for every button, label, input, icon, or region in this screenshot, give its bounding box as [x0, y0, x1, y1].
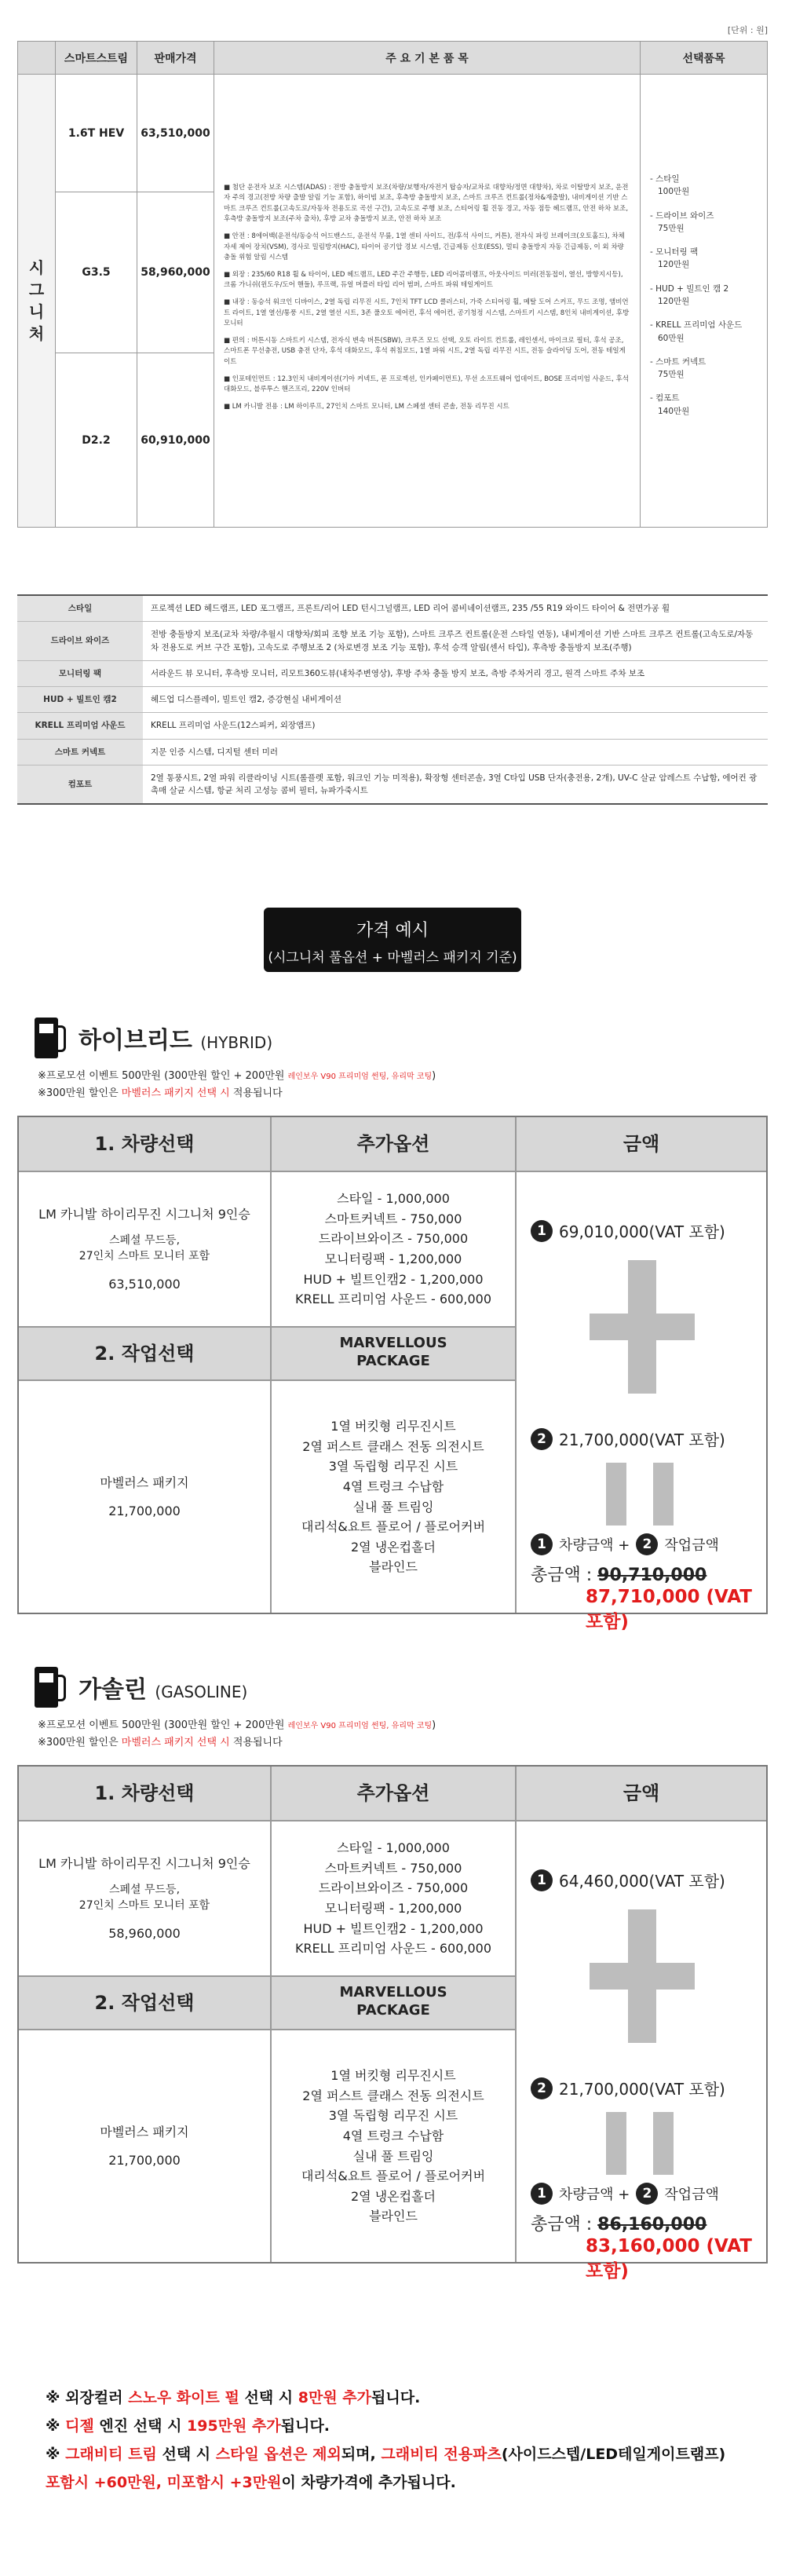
add-option-item: 스타일 - 1,000,000	[337, 1191, 450, 1207]
package-item: 4열 트렁크 수납함	[342, 1478, 444, 1494]
note-highlight: 8만원 추가	[298, 2389, 372, 2406]
trim-name: G3.5	[56, 192, 137, 353]
trim-table	[17, 41, 768, 528]
plus-icon-bar	[590, 1963, 695, 1990]
notes	[46, 2384, 725, 2497]
option-row-desc: 지문 인증 시스템, 디지털 센터 미러	[143, 739, 768, 765]
number-2-icon: 2	[531, 1428, 553, 1450]
package-price: 21,700,000	[108, 2152, 181, 2168]
total-final: 87,710,000 (VAT 포함)	[586, 1587, 752, 1632]
note-highlight: 195만원 추가	[187, 2417, 281, 2435]
package-price: 21,700,000	[108, 1503, 181, 1518]
option-price: 60만원	[658, 333, 685, 343]
package-item: 2열 퍼스트 클래스 전동 의전시트	[302, 1438, 484, 1454]
head-work-select: 2. 작업선택	[19, 1328, 270, 1379]
package-item: 3열 독립형 리무진 시트	[328, 1459, 458, 1474]
amount-2	[531, 2077, 725, 2099]
add-option-item: 모니터링팩 - 1,200,000	[324, 1901, 462, 1916]
note-highlight: 포함시 +60만원, 미포함시 +3만원	[46, 2474, 282, 2492]
note-highlight: 그래비티 전용파츠	[381, 2446, 502, 2464]
package-item: 2열 냉온컵홀더	[350, 2188, 436, 2204]
number-1-icon: 1	[531, 1220, 553, 1242]
option-table	[17, 594, 768, 805]
package-item: 실내 풀 트림잉	[352, 1499, 434, 1515]
head-car-select: 1. 차량선택	[19, 1767, 270, 1820]
option-row-desc: KRELL 프리미엄 사운드(12스피커, 외장앰프)	[143, 713, 768, 739]
option-row-name: 모니터링 팩	[17, 660, 143, 686]
number-1-icon: 1	[531, 2183, 553, 2205]
note-highlight: 그래비티 트림	[65, 2446, 157, 2464]
car-info	[19, 1821, 270, 1975]
banner-title: 가격 예시	[356, 921, 429, 941]
trim-price: 63,510,000	[137, 75, 214, 192]
note-text: 됩니다.	[280, 2417, 330, 2435]
sum-formula	[531, 1533, 719, 1555]
add-option-item: 모니터링팩 - 1,200,000	[324, 1251, 462, 1266]
package-items	[272, 2030, 515, 2262]
option-row-desc: 2열 통풍시트, 2열 파워 리클라이닝 시트(롤플렛 포함, 워크인 기능 미적용), 확장형 센터콘솔, 3열 C타입 USB 단자(충전용, 2개), UV-C 살균 암레스트 수납함, 에어컨 광촉매 살균 시스템, 항균 처리 고성능 콤비 필터, 뉴파가죽시트	[143, 765, 768, 804]
option-row-desc: 프로젝션 LED 헤드램프, LED 포그램프, 프론트/리어 LED 턴시그널램프, LED 리어 콤비네이션램프, 235 /55 R19 와이드 타이어 & 전면가공 휠	[143, 595, 768, 622]
promo-text-part: ※프로모션 이벤트 500만원 (300만원 할인 + 200만원	[38, 1070, 288, 1082]
package-item: 1열 버킷형 리무진시트	[330, 1419, 456, 1434]
divider	[270, 1767, 272, 2262]
signature-label: 시 그 니 처	[28, 258, 45, 343]
feature-paragraph: ■ 편의 : 버튼시동 스마트키 시스템, 전자식 변속 버튼(SBW), 크루즈 모드 선택, 오토 라이트 컨트롤, 레인센서, 마이크로 필터, 후석 공조, 스마트폰 무선충전, USB 충전 단자, 후석 대화모드, 후석 취침모드, 1열 파워 시트, 2열 독립 리무진 시트, 전동 슬라이딩 도어, 전동 테일게이트	[224, 336, 626, 366]
head-package: MARVELLOUS PACKAGE	[272, 1328, 515, 1379]
header-options: 선택품목	[641, 42, 768, 75]
car-info	[19, 1172, 270, 1326]
plus-icon-bar	[590, 1314, 695, 1340]
option-price: 120만원	[658, 297, 690, 306]
option-item	[650, 246, 758, 272]
total-original-value: 86,160,000	[597, 2215, 707, 2234]
add-option-item: HUD + 빌트인캠2 - 1,200,000	[303, 1920, 484, 1936]
option-row-name: 스마트 커넥트	[17, 739, 143, 765]
number-2-icon: 2	[531, 2077, 553, 2099]
feature-paragraph: ■ 외장 : 235/60 R18 휠 & 타이어, LED 헤드램프, LED 주간 주행등, LED 리어콤비램프, 아웃사이드 미러(전동접이, 열선, 방향지시등), 크롬 가니쉬(윈도우/도어 핸들), 루프랙, 듀얼 머플러 타입 리어 범퍼, 스마트 파워 테일게이트	[224, 270, 623, 290]
equals-icon	[606, 1463, 626, 1526]
add-option-item: KRELL 프리미엄 사운드 - 600,000	[294, 1941, 492, 1957]
head-work-select: 2. 작업선택	[19, 1977, 270, 2029]
note-text: ※ 외장컬러	[46, 2389, 129, 2406]
promo-text-part: 적용됩니다	[229, 1087, 283, 1100]
option-price: 140만원	[658, 406, 690, 416]
head-amount: 금액	[517, 1767, 766, 1820]
note-text: 되며,	[341, 2446, 382, 2464]
section-title	[78, 1021, 272, 1055]
option-name: - 모니터링 팩	[650, 247, 699, 258]
divider	[19, 1326, 515, 1328]
package-item: 4열 트렁크 수납함	[342, 2128, 444, 2143]
promo-text-part: )	[432, 1719, 436, 1731]
promo-text-part: ※프로모션 이벤트 500만원 (300만원 할인 + 200만원	[38, 1719, 288, 1731]
promo-line-1	[38, 1717, 436, 1734]
total-original	[531, 2211, 706, 2235]
promo-text-part: )	[432, 1070, 436, 1082]
amount-1	[531, 1219, 725, 1242]
section-title-ko: 하이브리드	[78, 1027, 192, 1054]
signature-group-label	[18, 75, 56, 528]
note-line	[46, 2412, 725, 2440]
option-price: 100만원	[658, 187, 690, 197]
add-option-item: 드라이브와이즈 - 750,000	[318, 1231, 469, 1247]
option-name: - 스타일	[650, 174, 680, 185]
head-add-options: 추가옵션	[272, 1767, 515, 1820]
unit-note: [단위 : 원]	[727, 25, 768, 35]
option-row	[17, 687, 768, 713]
option-row	[17, 739, 768, 765]
feature-paragraph: ■ 내장 : 동승석 워크인 디바이스, 2열 독립 리무진 시트, 7인치 TFT LCD 클러스터, 가죽 스티어링 휠, 메탈 도어 스커프, 무드 조명, 앰비언트 라이트, 1열 열선/통풍 시트, 2열 열선 시트, 3존 풀오토 에어컨, 후석 에어컨, 공기청정 시스템, 스마트키 시스템, 8인치 내비게이션, 후방 모니터	[224, 298, 630, 328]
option-item	[650, 173, 758, 199]
note-highlight: 스노우 화이트 펄	[128, 2389, 239, 2406]
trim-price: 58,960,000	[137, 192, 214, 353]
note-text: ※	[46, 2446, 66, 2464]
promo-highlight: 레인보우 V90 프리미엄 썬팅, 유리막 코팅	[287, 1722, 433, 1730]
price-table	[17, 1765, 768, 2282]
option-row-desc: 전방 충돌방지 보조(교차 차량/추월시 대향차/회피 조향 보조 기능 포함), 스마트 크루즈 컨트롤(운전 스타일 연동), 내비게이션 기반 스마트 크루즈 컨트롤(고속도로/자동차 전용도로 커브 구간 포함), 고속도로 주행보조 2 (차로변경 보조 기능 포함), 후석 승객 알림(센서 타입), 후측방 충돌방지 보조(주행)	[143, 622, 768, 661]
option-name: - 컴포트	[650, 393, 680, 404]
note-text: 선택 시	[156, 2446, 216, 2464]
divider	[19, 1975, 515, 1977]
trim-table-corner	[18, 42, 56, 75]
package-item: 1열 버킷형 리무진시트	[330, 2068, 456, 2084]
note-text: ※	[46, 2417, 66, 2435]
banner-subtitle: (시그니처 풀옵션 + 마벨러스 패키지 기준)	[268, 950, 517, 966]
equals-icon-bar	[653, 1463, 674, 1526]
price-example-banner	[264, 908, 521, 972]
total-original	[531, 1562, 706, 1586]
option-row-name: 드라이브 와이즈	[17, 622, 143, 661]
amount-1-value: 64,460,000(VAT 포함)	[559, 1872, 725, 1891]
promo-line-2	[38, 1734, 436, 1752]
package-items	[272, 1381, 515, 1613]
section-header-hybrid	[35, 1018, 272, 1058]
package-name: 마벨러스 패키지	[100, 1474, 189, 1490]
option-row-desc: 서라운드 뷰 모니터, 후측방 모니터, 리모트360도뷰(내차주변영상), 후방 주차 충돌 방지 보조, 측방 주차거리 경고, 원격 스마트 주차 보조	[143, 660, 768, 686]
note-text: (사이드스텝/LED테일게이트램프)	[501, 2446, 726, 2464]
option-row	[17, 622, 768, 661]
package-item: 실내 풀 트림잉	[352, 2148, 434, 2164]
package-item: 블라인드	[369, 2209, 418, 2224]
fuel-pump-icon	[35, 1667, 66, 1708]
divider	[19, 1171, 766, 1172]
package-item: 2열 냉온컵홀더	[350, 1539, 436, 1555]
option-price: 75만원	[658, 223, 685, 233]
sum-label: 작업금액	[664, 2187, 719, 2203]
promo-line-1	[38, 1068, 436, 1085]
car-name: LM 카니발 하이리무진 시그니처 9인승	[38, 1206, 250, 1222]
header-price: 판매가격	[137, 42, 214, 75]
package-item: 블라인드	[369, 1559, 418, 1575]
head-add-options: 추가옵션	[272, 1117, 515, 1171]
total-original-value: 90,710,000	[597, 1566, 707, 1585]
header-features: 주 요 기 본 품 목	[214, 42, 641, 75]
add-option-item: 스마트커넥트 - 750,000	[324, 1211, 462, 1226]
note-line	[46, 2468, 725, 2497]
promo-highlight: 마벨러스 패키지 선택 시	[121, 1087, 230, 1100]
option-row-name: KRELL 프리미엄 사운드	[17, 713, 143, 739]
amount-2-value: 21,700,000(VAT 포함)	[559, 2080, 725, 2099]
fuel-pump-icon	[35, 1018, 66, 1058]
total-final: 83,160,000 (VAT 포함)	[586, 2236, 752, 2282]
option-row-name: 컴포트	[17, 765, 143, 804]
car-spec: 27인치 스마트 모니터 포함	[78, 1250, 210, 1262]
feature-paragraph: ■ LM 카니발 전용 : LM 하이루프, 27인치 스마트 모니터, LM 스페셜 센터 콘솔, 전동 리무진 시트	[224, 402, 509, 411]
option-name: - KRELL 프리미엄 사운드	[650, 320, 743, 331]
option-list	[272, 1172, 515, 1326]
sum-label: 작업금액	[664, 1537, 719, 1554]
amount-1-value: 69,010,000(VAT 포함)	[559, 1222, 725, 1241]
number-2-icon: 2	[636, 2183, 658, 2205]
car-spec: 스페셜 무드등,	[108, 1234, 181, 1248]
sum-formula	[531, 2183, 719, 2205]
option-row	[17, 713, 768, 739]
divider	[515, 1767, 517, 2262]
note-line	[46, 2440, 725, 2468]
sum-label: 차량금액 +	[559, 1537, 630, 1554]
car-price: 58,960,000	[108, 1925, 181, 1941]
add-option-item: HUD + 빌트인캠2 - 1,200,000	[303, 1271, 484, 1287]
section-header-gasoline	[35, 1667, 247, 1708]
number-2-icon: 2	[636, 1533, 658, 1555]
option-row-name: HUD + 빌트인 캠2	[17, 687, 143, 713]
note-text: 엔진 선택 시	[93, 2417, 188, 2435]
option-item	[650, 283, 758, 309]
note-highlight: 디젤	[65, 2417, 94, 2435]
car-spec: 27인치 스마트 모니터 포함	[78, 1899, 210, 1912]
option-row-name: 스타일	[17, 595, 143, 622]
option-row-desc: 헤드업 디스플레이, 빌트인 캠2, 증강현실 내비게이션	[143, 687, 768, 713]
promo-text-part: ※300만원 할인은	[38, 1737, 122, 1749]
head-package: MARVELLOUS PACKAGE	[272, 1977, 515, 2029]
total-label: 총금액 :	[531, 2215, 593, 2234]
section-title-en: (HYBRID)	[200, 1033, 273, 1052]
option-name: - 스마트 커넥트	[650, 356, 706, 367]
note-text: 선택 시	[239, 2389, 298, 2406]
amount-2	[531, 1427, 725, 1450]
header-smartstream: 스마트스트림	[56, 42, 137, 75]
package-name: 마벨러스 패키지	[100, 2124, 189, 2139]
promo-line-2	[38, 1085, 436, 1102]
option-list	[272, 1821, 515, 1975]
trim-name: 1.6T HEV	[56, 75, 137, 192]
package-info	[19, 1381, 270, 1613]
section-title	[78, 1670, 247, 1705]
trim-price: 60,910,000	[137, 353, 214, 528]
head-car-select: 1. 차량선택	[19, 1117, 270, 1171]
feature-paragraph: ■ 안전 : 8에어백(운전석/동승석 어드밴스드, 운전석 무릎, 1열 센터 사이드, 전/후석 사이드, 커튼), 전자식 파킹 브레이크(오토홀드), 차체 자세 제어 장치(VSM), 경사로 밀림방지(HAC), 타이어 공기압 경보 시스템, 긴급제동 신호(ESS), 멀티 충돌방지 자동 긴급제동, 이 외 차량 충돌 위험 알림 시스템	[224, 232, 625, 262]
divider	[515, 1117, 517, 1613]
divider	[19, 2029, 515, 2030]
trim-name: D2.2	[56, 353, 137, 528]
equals-icon	[606, 2112, 626, 2175]
add-option-item: 드라이브와이즈 - 750,000	[318, 1880, 469, 1896]
price-table	[17, 1116, 768, 1632]
trim-options	[641, 75, 768, 528]
package-item: 대리석&요트 플로어 / 플로어커버	[301, 2169, 486, 2184]
note-text: 됩니다.	[371, 2389, 421, 2406]
option-price: 75만원	[658, 370, 685, 380]
promo-text-part: ※300만원 할인은	[38, 1087, 122, 1100]
amount-2-value: 21,700,000(VAT 포함)	[559, 1431, 725, 1449]
total-label: 총금액 :	[531, 1566, 593, 1585]
option-item	[650, 319, 758, 345]
package-item: 3열 독립형 리무진 시트	[328, 2108, 458, 2124]
section-title-ko: 가솔린	[78, 1676, 147, 1704]
promo-highlight: 레인보우 V90 프리미엄 썬팅, 유리막 코팅	[287, 1072, 433, 1081]
note-highlight: 스타일 옵션은 제외	[215, 2446, 341, 2464]
promo-text	[38, 1068, 436, 1102]
option-name: - 드라이브 와이즈	[650, 210, 714, 221]
package-item: 2열 퍼스트 클래스 전동 의전시트	[302, 2088, 484, 2103]
trim-features	[214, 75, 641, 528]
number-1-icon: 1	[531, 1533, 553, 1555]
amount-1	[531, 1869, 725, 1891]
promo-text	[38, 1717, 436, 1752]
option-row	[17, 765, 768, 804]
option-row	[17, 595, 768, 622]
add-option-item: 스타일 - 1,000,000	[337, 1840, 450, 1856]
feature-paragraph: ■ 인포테인먼트 : 12.3인치 내비게이션(기아 커넥트, 폰 프로젝션, 인카페이먼트), 무선 소프트웨어 업데이트, BOSE 프리미엄 사운드, 후석 대화모드, 블루투스 핸즈프리, 220V 인버터	[224, 375, 629, 394]
section-title-en: (GASOLINE)	[155, 1683, 248, 1701]
package-info	[19, 2030, 270, 2262]
note-text: 이 차량가격에 추가됩니다.	[281, 2474, 456, 2492]
promo-text-part: 적용됩니다	[229, 1737, 283, 1749]
option-name: - HUD + 빌트인 캠 2	[650, 283, 729, 294]
head-amount: 금액	[517, 1117, 766, 1171]
option-item	[650, 356, 758, 382]
note-line	[46, 2384, 725, 2412]
sum-label: 차량금액 +	[559, 2187, 630, 2203]
add-option-item: 스마트커넥트 - 750,000	[324, 1860, 462, 1876]
feature-paragraph: ■ 첨단 운전자 보조 시스템(ADAS) : 전방 충돌방지 보조(차량/보행자/자전거 탑승자/교차로 대향차/정면 대향차), 차로 이탈방지 보조, 운전자 주의 경고(전방 차량 출발 알림 기능 포함), 하이빔 보조, 후측방 충돌방지 보조, 스마트 크루즈 컨트롤(정차&재출발), 내비게이션 기반 스마트 크루즈 컨트롤(고속도로/자동차 전용도로 곡선 구간), 고속도로 주행 보조, 스티어링 휠 진동 경고, 자동 점등 헤드램프, 안전 하차 보조, 후측방 충돌방지 보조(주차 출차), 후방 교차 충돌방지 보조, 안전 하차 보조	[224, 183, 629, 224]
option-item	[650, 392, 758, 418]
number-1-icon: 1	[531, 1869, 553, 1891]
divider	[19, 1379, 515, 1381]
package-item: 대리석&요트 플로어 / 플로어커버	[301, 1519, 486, 1535]
add-option-item: KRELL 프리미엄 사운드 - 600,000	[294, 1292, 492, 1307]
option-price: 120만원	[658, 260, 690, 270]
car-price: 63,510,000	[108, 1276, 181, 1292]
divider	[19, 1820, 766, 1821]
equals-icon-bar	[653, 2112, 674, 2175]
car-spec: 스페셜 무드등,	[108, 1884, 181, 1897]
divider	[270, 1117, 272, 1613]
car-name: LM 카니발 하이리무진 시그니처 9인승	[38, 1855, 250, 1871]
option-item	[650, 210, 758, 236]
option-row	[17, 660, 768, 686]
promo-highlight: 마벨러스 패키지 선택 시	[121, 1737, 230, 1749]
